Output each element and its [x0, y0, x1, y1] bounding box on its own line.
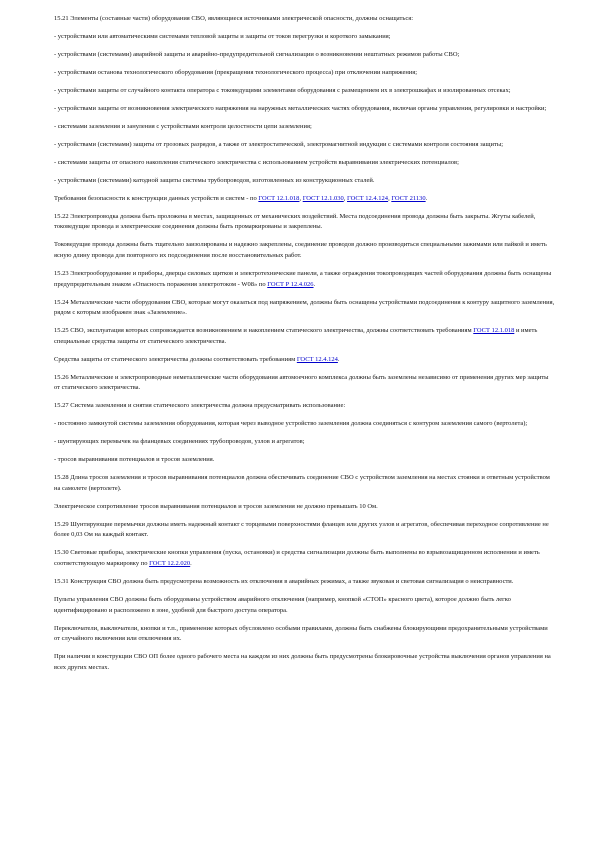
list-item-shunt-jumpers: - шунтирующих перемычек на фланцевых соединениях трубопроводов, узлов и агрегатов;	[54, 438, 305, 446]
text-fragment: Требования безопасности к конструкции данных устройств и систем - по	[54, 194, 259, 202]
paragraph-15-30	[54, 548, 555, 569]
paragraph-static-means	[54, 355, 555, 366]
list-item-thermal-protection: - устройствами или автоматическими системами тепловой защиты и защиты от токов перегрузки и короткого замыкания;	[54, 32, 391, 40]
list-item-grounding-systems: - системами заземления и зануления с устройствами контроля целостности цепи заземления;	[54, 122, 312, 130]
paragraph-15-25	[54, 326, 555, 347]
paragraph-15-24: 15.24 Металлические части оборудования СВО, которые могут оказаться под напряжением, должны быть оснащены устройствами подсоединения к контуру защитного заземления, рядом с которым изображен знак «Заземление».	[54, 298, 555, 317]
text-fragment: .	[425, 194, 428, 202]
paragraph-15-28: 15.28 Длина тросов заземления и тросов выравнивания потенциалов должна обеспечивать соединение СВО с устройством заземления на местах стоянки и ответным устройством на самолете (вертолете).	[54, 474, 550, 492]
paragraph-wiring: Токоведущие провода должны быть тщательно заизолированы и надежно закреплены, соединение проводов должно производиться специальными зажимами или пайкой и иметь ясную длину провода для повторного их подсоединения после восстановительных работ.	[54, 241, 547, 259]
list-item-cables: - тросов выравнивания потенциалов и тросов заземления.	[54, 456, 215, 464]
text-fragment: Средства защиты от статического электричества должны соответствовать требованиям	[54, 355, 297, 363]
paragraph-15-23	[54, 269, 555, 290]
text-fragment: 15.30 Световые приборы, электрические кнопки управления (пуска, остановки) и средства сигнализации должны быть выполнены во взрывозащищенном исполнении и иметь соответствующую маркировку по	[54, 549, 540, 567]
text-fragment: 15.25 СВО, эксплуатация которых сопровождается возникновением и накоплением статического электричества, должны соответствовать требованиям	[54, 327, 474, 335]
text-fragment: 15.23 Электрооборудование и приборы, дверцы силовых щитков и электротехнические панели, а также ограждения токопроводящих частей оборудования должны быть оснащены предупредительным знаком «Опасность поражения электротоком - W08» по	[54, 269, 552, 288]
gost-12-4-124-link[interactable]: ГОСТ 12.4.124	[347, 194, 389, 202]
gost-12-1-018-link[interactable]: ГОСТ 12.1.018	[473, 327, 515, 335]
paragraph-15-27: 15.27 Система заземления и снятия статического электричества должна предусматривать использование:	[54, 402, 346, 410]
paragraph-control-panels: Пульты управления СВО должны быть оборудованы устройством аварийного отключения (например, кнопкой «СТОП» красного цвета), которое должно быть легко идентифицировано и расположено в зоне, удобной для быстрого доступа оператора.	[54, 595, 511, 614]
paragraph-15-29: 15.29 Шунтирующие перемычки должны иметь надежный контакт с торцевыми поверхностями фланцев или других узлов и агрегатов, обеспечивая переходное сопротивление не более 0,03 Ом на каждый контакт.	[54, 520, 549, 539]
list-item-voltage-protection: - устройствами защиты от возникновения электрического напряжения на наружных металлических частях оборудования, включая органы управления, регулировки и настройки;	[54, 104, 547, 112]
text-fragment: .	[190, 559, 192, 567]
list-item-static-protection: - системами защиты от опасного накопления статического электричества с использованием устройств выравнивания электрических потенциалов;	[54, 158, 459, 166]
gost-12-1-018-link[interactable]: ГОСТ 12.1.018	[258, 194, 300, 202]
paragraph-workplaces: При наличии в конструкции СВО ОП более одного рабочего места на каждом из них должны быть предусмотрены блокировочные устройства выключения органов управления на всех других местах.	[54, 653, 551, 671]
paragraph-15-26: 15.26 Металлические и электропроводные неметаллические части оборудования автомоечного комплекса должны быть заземлены независимо от применения других мер защиты от статического электричества.	[54, 373, 549, 392]
gost-21130-link[interactable]: ГОСТ 21130	[391, 194, 426, 202]
gost-12-4-124-link[interactable]: ГОСТ 12.4.124	[296, 355, 338, 363]
separator: ,	[388, 194, 392, 202]
list-item-stop-devices: - устройствами останова технологического оборудования (прекращения технологического процесса) при отключении напряжения;	[54, 68, 418, 76]
separator: ,	[343, 194, 347, 202]
paragraph-15-21: 15.21 Элементы (составные части) оборудования СВО, являющиеся источниками электрической опасности, должны оснащаться:	[54, 15, 414, 22]
text-fragment: .	[337, 355, 340, 363]
text-fragment: и иметь специальные средства защиты от статического электричества.	[54, 327, 538, 345]
paragraph-resistance: Электрическое сопротивление тросов выравнивания потенциалов и тросов заземления не должно превышать 10 Ом.	[54, 502, 378, 510]
gost-12-1-030-link[interactable]: ГОСТ 12.1.030	[302, 194, 344, 202]
text-fragment: .	[313, 280, 316, 288]
list-item-emergency-protection: - устройствами (системами) аварийной защиты и аварийно-предупредительной сигнализации о возникновении нештатных режимов работы СВО;	[54, 50, 460, 58]
paragraph-15-22: 15.22 Электропроводка должна быть проложена в местах, защищенных от механических воздействий. Места подсоединения провода должны быть закрыты. Жгуты кабелей, токоведущие провода и электрические соединения должны быть промаркированы и закреплены.	[54, 212, 536, 231]
list-item-lightning-protection: - устройствами (системами) защиты от грозовых разрядов, а также от электростатической, электромагнитной индукции с системами контроля состояния защиты;	[54, 140, 504, 148]
list-item-cathodic-protection: - устройствами (системами) катодной защиты системы трубопроводов, изготовленных из конструкционных сталей.	[54, 176, 375, 184]
gost-12-2-020-link[interactable]: ГОСТ 12.2.020	[149, 559, 191, 567]
separator: ,	[299, 194, 303, 202]
list-item-contact-protection: - устройствами защиты от случайного контакта оператора с токоведущими элементами оборудования с размещением их в электрошкафах и изолированных отсеках;	[54, 86, 511, 94]
gost-r-12-4-026-link[interactable]: ГОСТ Р 12.4.026	[267, 280, 314, 288]
paragraph-15-31: 15.31 Конструкция СВО должна быть предусмотрена возможность их отключения в аварийных режимах, а также звуковая и световая сигнализация о неисправности.	[54, 577, 514, 585]
list-item-closed-grounding: - постоянно замкнутой системы заземления оборудования, которая через выводное устройство заземления должна соединяться с контуром заземления самого (вертолета);	[54, 420, 528, 428]
paragraph-safety-requirements	[54, 194, 555, 205]
paragraph-switches: Переключатели, выключатели, кнопки и т.п., применение которых обусловлено особыми правилами, должны быть снабжены блокирующими предохранительными устройствами от случайного включения или отключения их.	[54, 624, 548, 643]
